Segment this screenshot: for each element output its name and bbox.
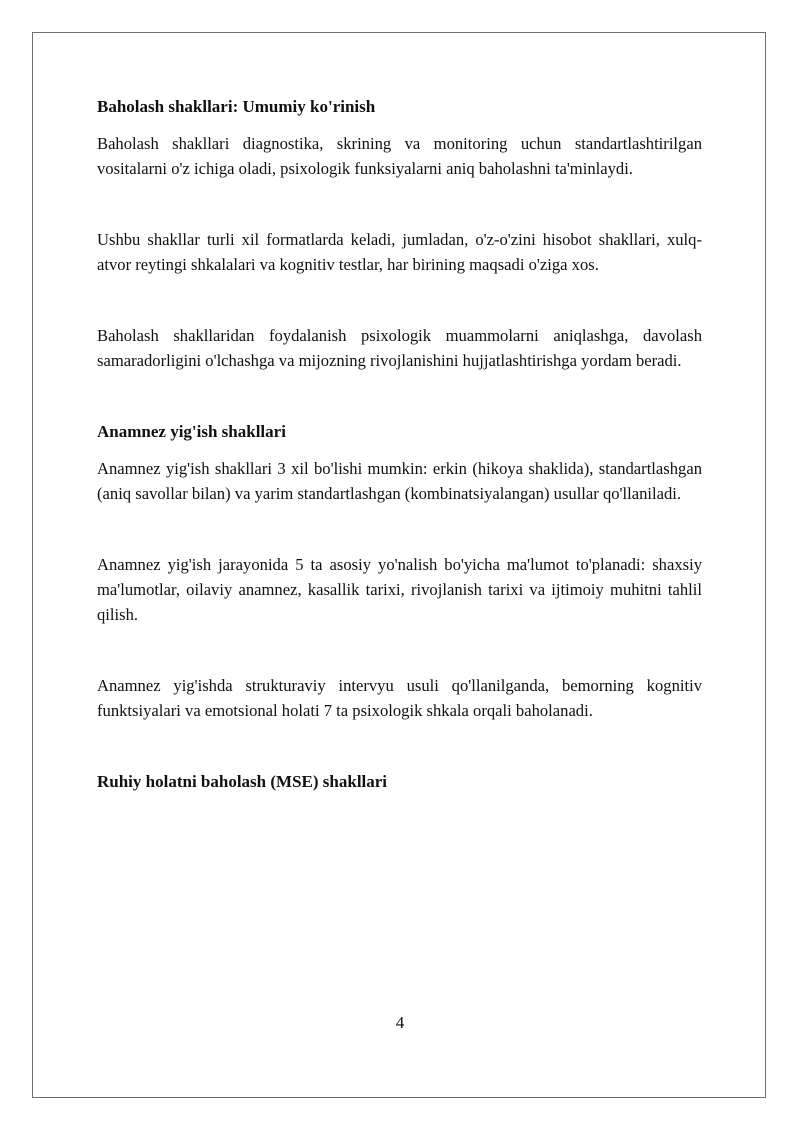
paragraph: Anamnez yig'ish shakllari 3 xil bo'lishi mumkin: erkin (hikoya shaklida), standartlashgan (aniq savollar bilan) va yarim standartlashgan (kombinatsiyalangan) usullar qo'llaniladi. (97, 459, 702, 503)
paragraph: Anamnez yig'ish jarayonida 5 ta asosiy yo'nalish bo'yicha ma'lumot to'planadi: shaxsiy ma'lumotlar, oilaviy anamnez, kasallik tarixi, rivojlanish tarixi va ijtimoiy muhitni tahlil qilish. (97, 555, 702, 624)
page-number: 4 (395, 1013, 405, 1032)
paragraph: Ushbu shakllar turli xil formatlarda keladi, jumladan, o'z-o'zini hisobot shakllari, xulq-atvor reytingi shkalalari va kognitiv testlar, har birining maqsadi o'ziga xos. (97, 230, 702, 274)
paragraph: Baholash shakllaridan foydalanish psixologik muammolarni aniqlashga, davolash samaradorligini o'lchashga va mijozning rivojlanishini hujjatlashtirishga yordam beradi. (97, 326, 702, 370)
document-body (97, 94, 702, 806)
section-heading: Baholash shakllari: Umumiy ko'rinish (97, 97, 376, 116)
paragraph: Anamnez yig'ishda strukturaviy intervyu usuli qo'llanilganda, bemorning kognitiv funktsiyalari va emotsional holati 7 ta psixologik shkala orqali baholanadi. (97, 676, 702, 720)
section-heading: Ruhiy holatni baholash (MSE) shakllari (97, 772, 388, 791)
section-mse-forms (97, 769, 702, 794)
section-anamnesis-forms (97, 419, 702, 723)
section-heading: Anamnez yig'ish shakllari (97, 422, 286, 441)
paragraph: Baholash shakllari diagnostika, skrining va monitoring uchun standartlashtirilgan vositalarni o'z ichiga oladi, psixologik funksiyalarni aniq baholashni ta'minlaydi. (97, 134, 702, 178)
section-assessment-forms-overview (97, 94, 702, 373)
